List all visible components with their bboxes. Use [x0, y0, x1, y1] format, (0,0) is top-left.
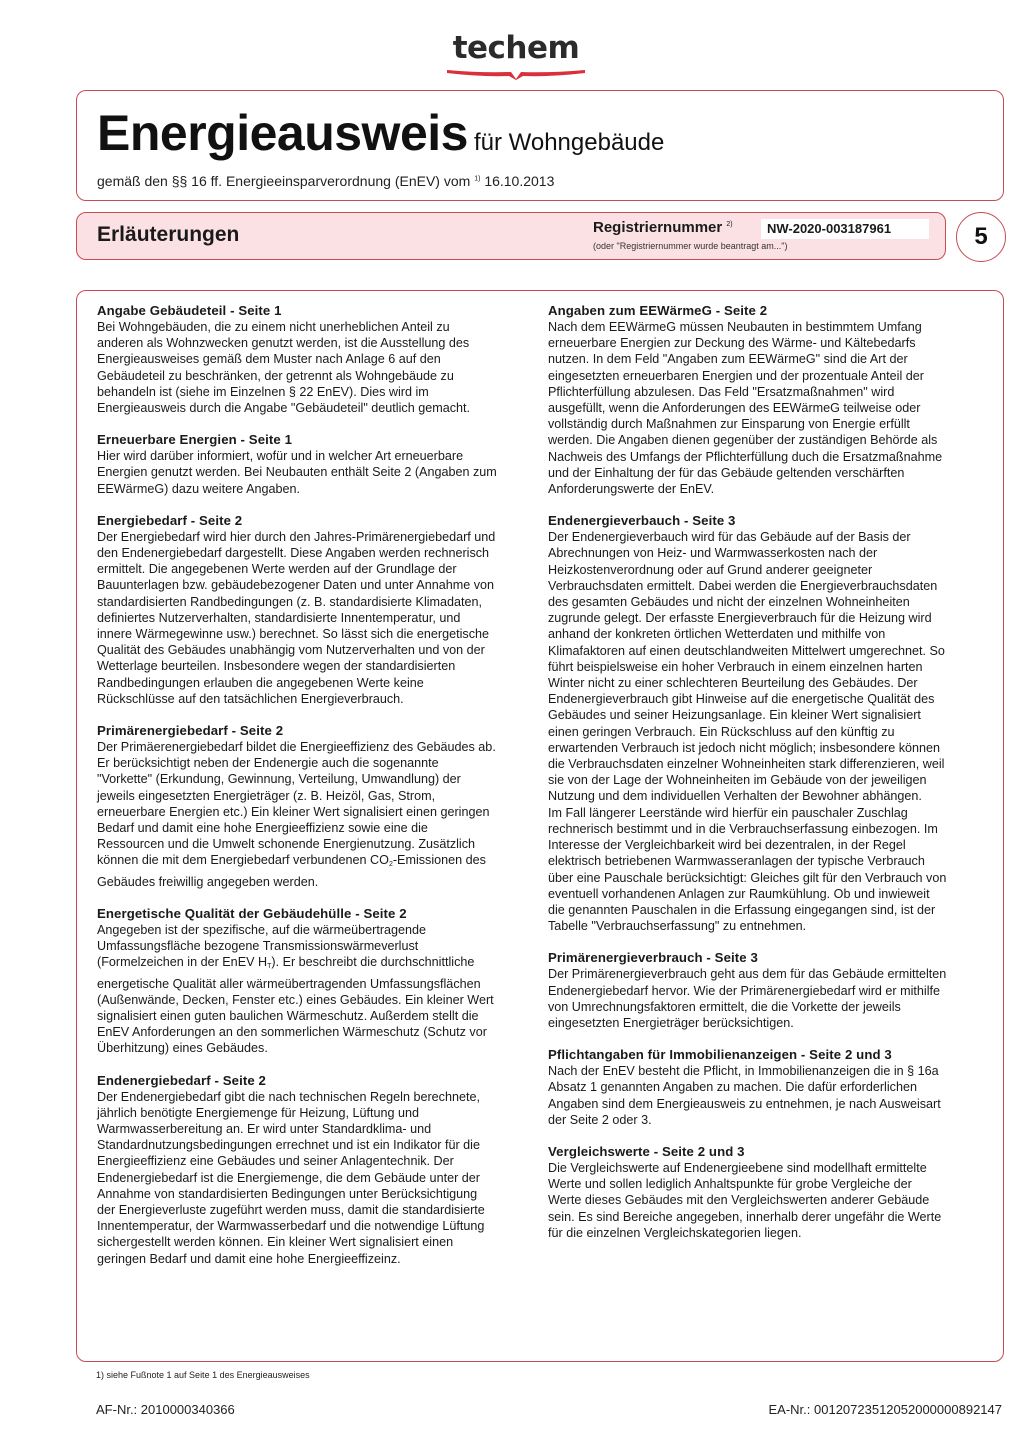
left-column [97, 303, 497, 1283]
page-title [97, 105, 664, 171]
section-header-bar [76, 212, 946, 260]
af-number: AF-Nr.: 2010000340366 [96, 1402, 235, 1417]
section-heading: Energetische Qualität der Gebäudehülle - Seite 2 [97, 905, 407, 921]
section-heading: Pflichtangaben für Immobilienanzeigen - Seite 2 und 3 [548, 1047, 892, 1063]
ea-number: EA-Nr.: 00120723512052000000892147 [768, 1402, 1002, 1417]
subscript: 2 [388, 861, 393, 869]
section-gebaeudeteil [97, 303, 497, 416]
section-body: Der Energiebedarf wird hier durch den Jahres-Primärenergiebedarf und den Endenergiebedarf dargestellt. Diese Angaben werden rechnerisch ermittelt. Die angegebenen Werte werden auf der Grundlage der Bauunterlagen bzw. gebäudebezogener Daten und unter Annahme von standardisierten Randbedingungen (z. B. standardisierte Klimadaten, definiertes Nutzerverhalten, standardisierte Innentemperatur, und innere Wärmegewinne usw.) berechnet. So lässt sich die energetische Qualität des Gebäudes unabhängig vom Nutzerverhalten und von der Wetterlage beurteilen. Insbesondere wegen der standardisierten Randbedingungen erlauben die angegebenen Werte keine Rückschlüsse auf den tatsächlichen Energieverbrauch. [97, 529, 496, 706]
section-body-continued: Im Fall längerer Leerstände wird hierfür ein pauschaler Zuschlag rechnerisch bestimmt und in die Verbrauchserfassung einbezogen. Im Interesse der Vergleichbarkeit wird bei dezentralen, in der Regel elektrisch betriebenen Warmwasseranlagen der typische Verbrauch über eine Pauschale berücksichtigt: Gleiches gilt für den Verbrauch von eventuell vorhandenen Anlagen zur Raumkühlung. Ob und inwieweit die genannten Pauschalen in die Erfassung eingegangen sind, ist der Tabelle "Verbrauchserfassung" zu entnehmen. [548, 805, 947, 934]
section-body-part: -Emissionen des Gebäudes freiwillig angegeben werden. [97, 853, 486, 889]
section-primaerenergiebedarf [97, 723, 497, 890]
section-gebaeudehuelle [97, 906, 497, 1057]
title-box [76, 90, 1004, 201]
registration-hint: (oder "Registriernummer wurde beantragt am...") [593, 241, 788, 251]
section-body: Nach dem EEWärmeG müssen Neubauten in bestimmtem Umfang erneuerbare Energien zur Deckung des Wärme- und Kältebedarfs nutzen. In dem Feld "Angaben zum EEWärmeG" sind die Art der eingesetzten erneuerbaren Energien und der prozentuale Anteil der Pflichterfüllung abzulesen. Das Feld "Ersatzmaßnahmen" wird ausgefüllt, wenn die Anforderungen des EEWärmeG teilweise oder vollständig durch Maßnahmen zur Einsparung von Energie erfüllt werden. Die Angaben dienen gegenüber der zuständigen Behörde als Nachweis des Umfangs der Pflichterfüllung duch die Ersatzmaßnahme und der Einhaltung der für das Gebäude geltenden verschärften Anforderungswerte der EnEV. [548, 320, 943, 497]
explanations-box [76, 290, 1004, 1362]
section-body: Der Endenergiebedarf gibt die nach technischen Regeln berechnete, jährlich benötigte Energiemenge für Heizung, Lüftung und Warmwasserbereitung an. Er wird unter Standardklima- und Standardnutzungsbedingungen errechnet und ist ein Indikator für die Energieeffizienz eine Gebäudes und seiner Anlagentechnik. Der Endenergiebedarf ist die Energiemenge, die dem Gebäude unter der Annahme von standardisierten Bedingungen unter Berücksichtigung der Energieverluste zugeführt werden muss, damit die standardisierte Innentemperatur, der Warmwasserbedarf und die notwendige Lüftung sichergestellt werden können. Ein kleiner Wert signalisiert einen geringen Bedarf und damit eine hohe Energieeffizeinz. [97, 1089, 485, 1266]
section-body: Der Primärenergieverbrauch geht aus dem für das Gebäude ermittelten Endenergiebedarf hervor. Wie der Primärenergiebedarf wird er mithilfe von Umrechnungsfaktoren ermittelt, die die Vorkette der jeweils eingesetzten Energieträger berücksichtigen. [548, 967, 947, 1030]
section-heading: Primärenergiebedarf - Seite 2 [97, 723, 284, 739]
logo-swoosh-icon [445, 68, 587, 80]
right-column [548, 303, 948, 1257]
law-date: 16.10.2013 [484, 173, 555, 189]
section-body-part: ). Er beschreibt die durchschnittliche energetische Qualität aller wärmeübertragenden Umfassungsflächen (Außenwände, Decken, Fenster etc.) eines Gebäudes. Ein kleiner Wert signalisiert einen guten baulichen Wärmeschutz. Außerdem stellt die EnEV Anforderungen an den sommerlichen Wärmeschutz (Schutz vor Überhitzung) eines Gebäudes. [97, 955, 494, 1056]
subscript: T [267, 963, 272, 971]
section-body [97, 922, 497, 1057]
section-body: Nach der EnEV besteht die Pflicht, in Immobilienanzeigen die in § 16a Absatz 1 genannten Angaben zu machen. Die dafür erforderlichen Angaben sind dem Energieausweis zu entnehmen, je nach Ausweisart der Seite 2 oder 3. [548, 1064, 941, 1127]
section-pflichtangaben [548, 1047, 948, 1128]
section-body-part: Der Primäerenergiebedarf bildet die Energieeffizienz des Gebäudes ab. Er berücksichtigt neben der Endenergie auch die sogenannte "Vorkette" (Erkundung, Gewinnung, Verteilung, Umwandlung) der jeweils eingesetzten Energieträger (z. B. Heizöl, Gas, Strom, erneuerbare Energien etc.) Ein kleiner Wert signalisiert einen geringen Bedarf und damit eine hohe Energieeffizienz sowie eine die Ressourcen und die Umwelt schonende Energienutzung. Zusätzlich können die mit dem Energiebedarf verbundenen CO [97, 740, 496, 868]
section-energiebedarf [97, 513, 497, 707]
section-body [97, 739, 497, 890]
section-body: Hier wird darüber informiert, wofür und in welcher Art erneuerbare Energien genutzt werden. Bei Neubauten enthält Seite 2 (Angaben zum EEWärmeG) dazu weitere Angaben. [97, 449, 497, 496]
registration-label-text: Registriernummer [593, 219, 723, 236]
page-number-badge: 5 [956, 212, 1006, 262]
section-body: Der Endenergieverbauch wird für das Gebäude auf der Basis der Abrechnungen von Heiz- und Warmwasserkosten nach der Heizkostenverordnung oder auf Grund anderer geeigneter Verbrauchsdaten ermittelt. Dabei werden die Energieverbrauchsdaten des gesamten Gebäudes und nicht der einzelnen Wohneinheiten zugrunde gelegt. Der erfasste Energieverbrauch für die Heizung wird anhand der konkreten örtlichen Wetterdaten und mithilfe von Klimafaktoren auf einen deutschlandweiten Mittelwert umgerechnet. So führt beispielsweise ein hoher Verbrauch in einem einzelnen harten Winter nicht zu einer schlechteren Beurteilung des Gebäudes. Der Endenergieverbrauch gibt Hinweise auf die energetische Qualität des Gebäudes und seiner Heizungsanlage. Ein kleiner Wert signalisiert einen geringen Verbrauch. Ein Rückschluss auf den künftig zu erwartenden Verbrauch ist jedoch nicht möglich; insbesondere können die Verbrauchsdaten einzelner Wohneinheiten stark differenzieren, weil sie von der Lage der Wohneinheiten im Gebäude von der jeweiligen Nutzung und dem individuellen Verhalten der Bewohner abhängen. [548, 530, 945, 804]
section-heading: Endenergiebedarf - Seite 2 [97, 1072, 266, 1088]
law-reference [97, 173, 554, 189]
footnote: 1) siehe Fußnote 1 auf Seite 1 des Energieausweises [96, 1370, 310, 1380]
section-title: Erläuterungen [97, 223, 240, 246]
section-body: Bei Wohngebäuden, die zu einem nicht unerheblichen Anteil zu anderen als Wohnzwecken genutzt werden, ist die Ausstellung des Energieausweises gemäß dem Muster nach Anlage 6 auf den Gebäudeteil zu beschränken, der getrennt als Wohngebäude zu behandeln ist (siehe im Einzelnen § 22 EnEV). Dies wird im Energieausweis durch die Angabe "Gebäudeteil" deutlich gemacht. [97, 320, 471, 416]
title-main-text: Energieausweis [97, 105, 468, 161]
registration-number-field: NW-2020-003187961 [761, 219, 929, 239]
section-heading: Vergleichswerte - Seite 2 und 3 [548, 1143, 745, 1159]
section-vergleichswerte [548, 1144, 948, 1241]
logo-wordmark: techem [452, 30, 580, 66]
section-endenergieverbrauch [548, 513, 948, 934]
law-footnote-marker: 1) [474, 175, 481, 183]
title-suffix: für Wohngebäude [473, 129, 665, 156]
techem-logo [444, 30, 588, 80]
section-erneuerbare-energien [97, 432, 497, 497]
section-heading: Primärenergieverbrauch - Seite 3 [548, 950, 758, 966]
section-heading: Angaben zum EEWärmeG - Seite 2 [548, 303, 768, 318]
section-heading: Endenergieverbauch - Seite 3 [548, 513, 736, 529]
section-primaerenergieverbrauch [548, 950, 948, 1031]
section-body-part: Angegeben ist der spezifische, auf die wärmeübertragende Umfassungsfläche bezogene Transmissionswärmeverlust (Formelzeichen in der EnEV H [97, 922, 427, 970]
section-heading: Energiebedarf - Seite 2 [97, 512, 243, 528]
section-heading: Angabe Gebäudeteil - Seite 1 [97, 303, 282, 318]
section-eewaermeg [548, 303, 948, 497]
section-body: Die Vergleichswerte auf Endenergieebene sind modellhaft ermittelte Werte und sollen lediglich Anhaltspunkte für grobe Vergleiche der Werte dieses Gebäudes mit den Vergleichswerten anderer Gebäude sein. Es sind Bereiche angegeben, innerhalb derer ungefähr die Werte für die einzelnen Vergleichskategorien liegen. [548, 1160, 942, 1240]
registration-label [593, 219, 733, 236]
section-heading: Erneuerbare Energien - Seite 1 [97, 432, 293, 448]
law-prefix: gemäß den §§ 16 ff. Energieeinsparverordnung (EnEV) vom [97, 173, 471, 189]
registration-footnote-marker: 2) [726, 221, 733, 228]
section-endenergiebedarf [97, 1073, 497, 1267]
